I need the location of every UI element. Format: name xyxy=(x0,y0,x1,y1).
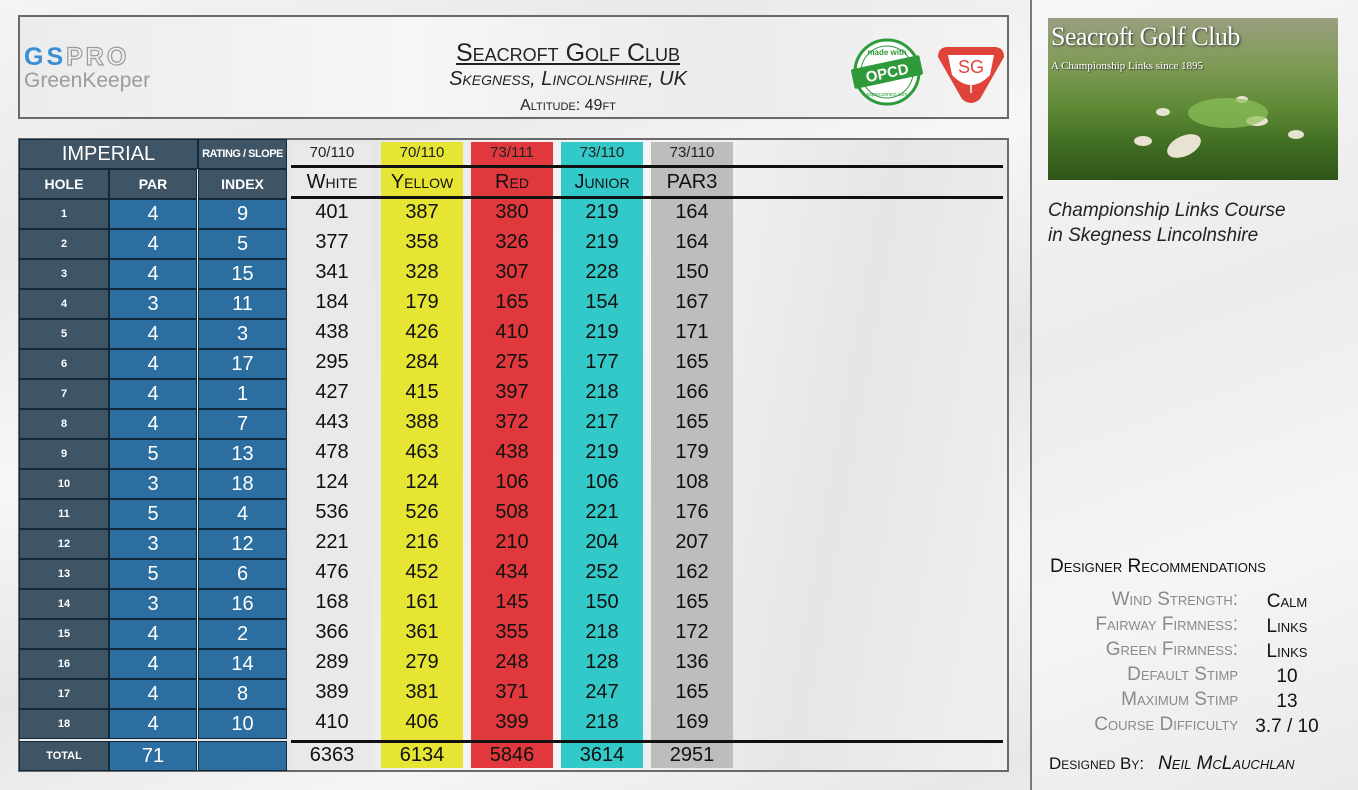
par-value: 4 xyxy=(109,649,197,679)
yardage-par3: 165 xyxy=(675,591,709,613)
gspro-logo xyxy=(24,44,150,92)
logo-gs-text: GS xyxy=(24,43,67,71)
total-rule xyxy=(291,740,1003,743)
header-rule-bottom xyxy=(291,196,1003,199)
yardage-yellow: 124 xyxy=(405,471,439,493)
designer-name: Neil McLauchlan xyxy=(1158,753,1295,774)
yardage-yellow: 463 xyxy=(405,441,439,463)
yardage-junior: 217 xyxy=(585,411,619,433)
yardage-junior: 219 xyxy=(585,441,619,463)
yardage-junior: 204 xyxy=(585,531,619,553)
yardage-par3: 167 xyxy=(675,291,709,313)
hole-number: 17 xyxy=(19,679,109,709)
hole-number: 3 xyxy=(19,259,109,289)
yardage-par3: 164 xyxy=(675,201,709,223)
recommendation-label: Green Firmness: xyxy=(1105,639,1238,660)
yardage-white: 536 xyxy=(315,501,349,523)
recommendation-value: Links xyxy=(1266,616,1308,637)
recommendation-value: Calm xyxy=(1266,591,1308,612)
yardage-par3: 176 xyxy=(675,501,709,523)
index-value: 13 xyxy=(198,439,287,469)
yardage-yellow: 216 xyxy=(405,531,439,553)
yardage-red: 399 xyxy=(495,711,529,733)
tee-rating-yellow: 70/110 xyxy=(399,144,445,161)
hole-number: 7 xyxy=(19,379,109,409)
yardage-junior: 252 xyxy=(585,561,619,583)
yardage-par3: 179 xyxy=(675,441,709,463)
course-description-line-1: Championship Links Course xyxy=(1048,200,1286,221)
photo-subtitle: A Championship Links since 1895 xyxy=(1051,60,1204,72)
index-value: 15 xyxy=(198,259,287,289)
yardage-white: 401 xyxy=(315,201,349,223)
tee-band-par3-body xyxy=(651,168,733,768)
yardage-total-white: 6363 xyxy=(309,744,355,766)
yardage-yellow: 406 xyxy=(405,711,439,733)
yardage-red: 372 xyxy=(495,411,529,433)
yardage-par3: 150 xyxy=(675,261,709,283)
club-location: Skegness, Lincolnshire, UK xyxy=(449,68,687,90)
par-value: 5 xyxy=(109,559,197,589)
yardage-red: 508 xyxy=(495,501,529,523)
hole-header: HOLE xyxy=(19,169,109,199)
yardage-yellow: 328 xyxy=(405,261,439,283)
yardage-total-yellow: 6134 xyxy=(399,744,445,766)
par-value: 4 xyxy=(109,709,197,739)
hole-number: 1 xyxy=(19,199,109,229)
tee-band-white-body xyxy=(291,168,373,768)
index-value: 6 xyxy=(198,559,287,589)
yardage-yellow: 284 xyxy=(405,351,439,373)
yardage-red: 326 xyxy=(495,231,529,253)
recommendation-value: Links xyxy=(1266,641,1308,662)
index-total-empty xyxy=(198,741,287,771)
yardage-white: 366 xyxy=(315,621,349,643)
yardage-red: 410 xyxy=(495,321,529,343)
course-description-line-2: in Skegness Lincolnshire xyxy=(1048,225,1259,246)
index-value: 5 xyxy=(198,229,287,259)
recommendation-value: 13 xyxy=(1276,691,1298,712)
yardage-red: 371 xyxy=(495,681,529,703)
index-header: INDEX xyxy=(198,169,287,199)
index-value: 1 xyxy=(198,379,287,409)
yardage-white: 221 xyxy=(315,531,349,553)
par-value: 4 xyxy=(109,319,197,349)
hole-number: 5 xyxy=(19,319,109,349)
tee-name-yellow: Yellow xyxy=(390,171,454,193)
yardage-red: 434 xyxy=(495,561,529,583)
recommendation-value: 3.7 / 10 xyxy=(1255,716,1319,737)
yardage-junior: 218 xyxy=(585,711,619,733)
opcd-top-text: made with xyxy=(867,48,907,57)
opcd-bottom-text: gsproconnect.com xyxy=(866,92,908,98)
hole-number: 15 xyxy=(19,619,109,649)
yardage-junior: 150 xyxy=(585,591,619,613)
designed-by xyxy=(1049,753,1295,775)
sgt-top-text: SG xyxy=(957,57,985,77)
hole-number: 2 xyxy=(19,229,109,259)
par-value: 5 xyxy=(109,499,197,529)
yardage-red: 438 xyxy=(495,441,529,463)
course-description xyxy=(1048,198,1348,248)
yardage-par3: 169 xyxy=(675,711,709,733)
tee-name-white: White xyxy=(306,171,358,193)
hole-number: 4 xyxy=(19,289,109,319)
yardage-junior: 154 xyxy=(585,291,619,313)
par-value: 4 xyxy=(109,229,197,259)
yardage-yellow: 415 xyxy=(405,381,439,403)
par-value: 4 xyxy=(109,259,197,289)
recommendation-label: Default Stimp xyxy=(1127,664,1238,685)
logo-greenkeeper-text: GreenKeeper xyxy=(24,69,151,92)
tee-rating-red: 73/111 xyxy=(490,144,534,161)
photo-title: Seacroft Golf Club xyxy=(1051,22,1240,51)
yardage-white: 443 xyxy=(315,411,349,433)
index-value: 3 xyxy=(198,319,287,349)
recommendation-label: Fairway Firmness: xyxy=(1095,614,1238,635)
yardage-yellow: 358 xyxy=(405,231,439,253)
index-value: 8 xyxy=(198,679,287,709)
index-value: 16 xyxy=(198,589,287,619)
tee-band-junior-body xyxy=(561,168,643,768)
recommendation-label: Course Difficulty xyxy=(1094,714,1238,735)
yardage-yellow: 387 xyxy=(405,201,439,223)
yardage-junior: 219 xyxy=(585,321,619,343)
hole-number: 14 xyxy=(19,589,109,619)
yardage-par3: 165 xyxy=(675,681,709,703)
hole-number: 9 xyxy=(19,439,109,469)
yardage-white: 168 xyxy=(315,591,349,613)
yardage-par3: 207 xyxy=(675,531,709,553)
designed-by-label: Designed By: xyxy=(1049,754,1145,773)
yardage-white: 341 xyxy=(315,261,349,283)
yardage-red: 210 xyxy=(495,531,529,553)
hole-number: 8 xyxy=(19,409,109,439)
par-value: 3 xyxy=(109,289,197,319)
sgt-bottom-text: T xyxy=(966,80,976,97)
yardage-white: 476 xyxy=(315,561,349,583)
yardage-red: 248 xyxy=(495,651,529,673)
yardage-white: 377 xyxy=(315,231,349,253)
yardage-white: 410 xyxy=(315,711,349,733)
yardage-red: 307 xyxy=(495,261,529,283)
tee-name-red: Red xyxy=(495,171,529,193)
par-value: 4 xyxy=(109,379,197,409)
tee-band-red-body xyxy=(471,168,553,768)
imperial-label: IMPERIAL xyxy=(19,139,198,169)
yardage-junior: 218 xyxy=(585,381,619,403)
tee-name-junior: Junior xyxy=(574,171,630,193)
hole-number: 10 xyxy=(19,469,109,499)
index-value: 18 xyxy=(198,469,287,499)
tee-rating-junior: 73/110 xyxy=(579,144,625,161)
logo-pro-text: PRO xyxy=(66,43,130,71)
index-value: 11 xyxy=(198,289,287,319)
index-value: 4 xyxy=(198,499,287,529)
yardage-red: 145 xyxy=(495,591,529,613)
yardage-red: 397 xyxy=(495,381,529,403)
hole-number: 12 xyxy=(19,529,109,559)
altitude-label: Altitude: 49ft xyxy=(520,97,616,114)
tee-rating-white: 70/110 xyxy=(309,144,355,161)
yardage-white: 295 xyxy=(315,351,349,373)
tee-band-yellow-body xyxy=(381,168,463,768)
yardage-junior: 177 xyxy=(585,351,619,373)
yardage-red: 106 xyxy=(495,471,529,493)
yardage-white: 389 xyxy=(315,681,349,703)
yardage-yellow: 452 xyxy=(405,561,439,583)
hole-number: 6 xyxy=(19,349,109,379)
yardage-total-red: 5846 xyxy=(489,744,535,766)
sgt-badge-icon xyxy=(934,43,1008,107)
hole-number: 11 xyxy=(19,499,109,529)
yardage-junior: 228 xyxy=(585,261,619,283)
yardage-par3: 164 xyxy=(675,231,709,253)
yardage-white: 478 xyxy=(315,441,349,463)
yardage-red: 380 xyxy=(495,201,529,223)
par-value: 5 xyxy=(109,439,197,469)
yardage-white: 289 xyxy=(315,651,349,673)
par-total: 71 xyxy=(109,741,197,771)
yardage-junior: 221 xyxy=(585,501,619,523)
yardage-par3: 165 xyxy=(675,351,709,373)
yardage-par3: 172 xyxy=(675,621,709,643)
tee-name-par3: PAR3 xyxy=(666,171,718,193)
par-value: 4 xyxy=(109,619,197,649)
yardage-junior: 128 xyxy=(585,651,619,673)
par-value: 3 xyxy=(109,589,197,619)
hole-number: 13 xyxy=(19,559,109,589)
yardage-white: 124 xyxy=(315,471,349,493)
tee-rating-par3: 73/110 xyxy=(669,144,715,161)
hole-number: 18 xyxy=(19,709,109,739)
club-title: Seacroft Golf Club xyxy=(455,39,681,67)
yardage-par3: 162 xyxy=(675,561,709,583)
yardage-white: 184 xyxy=(315,291,349,313)
total-label: TOTAL xyxy=(19,741,109,771)
yardage-par3: 108 xyxy=(675,471,709,493)
header-rule-top xyxy=(291,165,1003,168)
yardage-yellow: 381 xyxy=(405,681,439,703)
yardage-white: 438 xyxy=(315,321,349,343)
par-header: PAR xyxy=(109,169,197,199)
hole-number: 16 xyxy=(19,649,109,679)
recommendation-label: Wind Strength: xyxy=(1111,589,1238,610)
yardage-junior: 247 xyxy=(585,681,619,703)
index-value: 7 xyxy=(198,409,287,439)
index-value: 9 xyxy=(198,199,287,229)
yardage-yellow: 526 xyxy=(405,501,439,523)
par-value: 4 xyxy=(109,349,197,379)
yardage-yellow: 179 xyxy=(405,291,439,313)
opcd-badge-icon xyxy=(846,38,928,106)
index-value: 17 xyxy=(198,349,287,379)
par-value: 3 xyxy=(109,469,197,499)
rating-slope-label: RATING / SLOPE xyxy=(198,139,287,169)
yardage-red: 355 xyxy=(495,621,529,643)
index-value: 2 xyxy=(198,619,287,649)
yardage-yellow: 388 xyxy=(405,411,439,433)
yardage-junior: 106 xyxy=(585,471,619,493)
opcd-main-text: OPCD xyxy=(864,60,911,87)
yardage-junior: 219 xyxy=(585,231,619,253)
yardage-yellow: 361 xyxy=(405,621,439,643)
par-value: 4 xyxy=(109,409,197,439)
recommendation-value: 10 xyxy=(1276,666,1298,687)
recommendation-label: Maximum Stimp xyxy=(1121,689,1238,710)
yardage-par3: 171 xyxy=(675,321,709,343)
yardage-yellow: 161 xyxy=(405,591,439,613)
yardage-red: 275 xyxy=(495,351,529,373)
par-value: 3 xyxy=(109,529,197,559)
yardage-yellow: 279 xyxy=(405,651,439,673)
yardage-junior: 218 xyxy=(585,621,619,643)
yardage-junior: 219 xyxy=(585,201,619,223)
par-value: 4 xyxy=(109,679,197,709)
yardage-yellow: 426 xyxy=(405,321,439,343)
yardage-total-junior: 3614 xyxy=(579,744,625,766)
yardage-total-par3: 2951 xyxy=(669,744,715,766)
yardage-white: 427 xyxy=(315,381,349,403)
yardage-par3: 165 xyxy=(675,411,709,433)
yardage-par3: 136 xyxy=(675,651,709,673)
index-value: 12 xyxy=(198,529,287,559)
index-value: 10 xyxy=(198,709,287,739)
yardage-red: 165 xyxy=(495,291,529,313)
yardage-par3: 166 xyxy=(675,381,709,403)
par-value: 4 xyxy=(109,199,197,229)
index-value: 14 xyxy=(198,649,287,679)
designer-recommendations-heading: Designer Recommendations xyxy=(1050,556,1266,577)
